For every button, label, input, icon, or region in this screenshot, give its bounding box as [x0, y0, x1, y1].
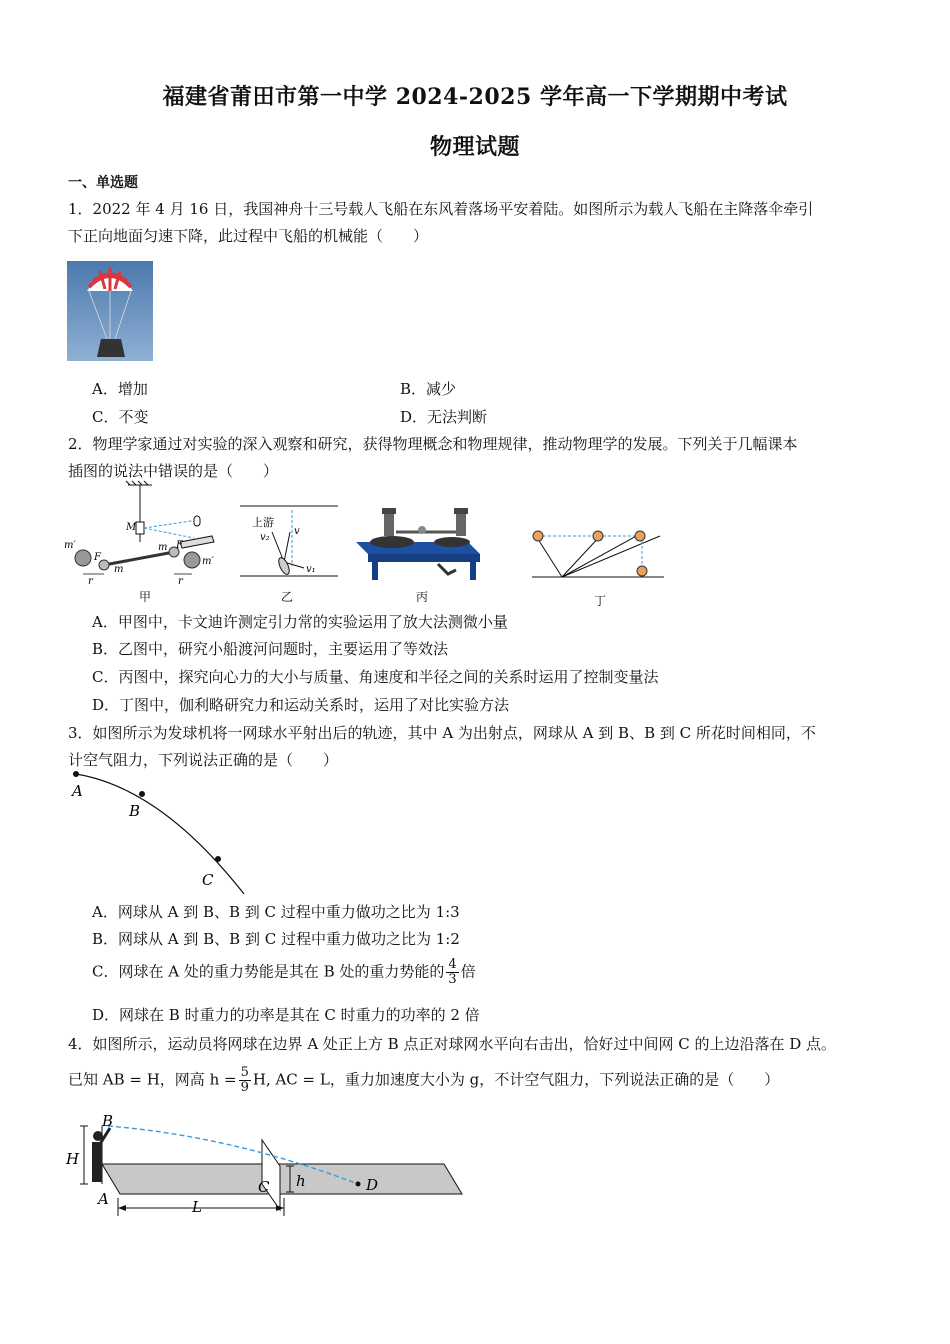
yi-label-v2: v₂ [260, 532, 270, 543]
jia-label-mprime-left: m′ [64, 540, 76, 551]
q4-label-L: L [192, 1198, 202, 1216]
q2-figure-bing [352, 504, 484, 582]
q1-option-a: A．增加 [92, 380, 148, 398]
q2-text [68, 431, 888, 485]
q3-option-c [92, 958, 476, 987]
q3-fraction-den: 3 [448, 972, 457, 987]
q3-point-A: A [72, 782, 83, 800]
q4-fraction-num: 5 [240, 1065, 249, 1080]
q4-line1: 4．如图所示，运动员将网球在边界 A 处正上方 B 点正对球网水平向右击出，恰好过中间网 C 的上边沿落在 D 点。 [68, 1035, 837, 1053]
q4-line2-pre: 已知 AB = H，网高 h = [68, 1070, 237, 1089]
q2-option-c: C．丙图中，探究向心力的大小与质量、角速度和半径之间的关系时运用了控制变量法 [92, 668, 659, 686]
q2-figure-ding [530, 524, 666, 582]
q1-option-b: B．减少 [400, 380, 457, 398]
q4-label-H: H [66, 1150, 80, 1168]
jia-label-F-left: F [94, 552, 101, 563]
q2-figure-yi [238, 502, 340, 582]
q1-text [68, 196, 888, 250]
q3-option-d: D．网球在 B 时重力的功率是其在 C 时重力的功率的 2 倍 [92, 1006, 480, 1024]
q1-line1: 1．2022 年 4 月 16 日，我国神舟十三号载人飞船在东风着落场平安着陆。如图所示为载人飞船在主降落伞牵引 [68, 200, 814, 218]
q1-line2: 下正向地面匀速下降，此过程中飞船的机械能（ ） [68, 227, 429, 245]
q4-label-h: h [296, 1172, 306, 1190]
jia-label-r-left: r [88, 576, 93, 586]
q2-caption-jia: 甲 [138, 590, 151, 604]
q2-figure-jia [62, 480, 232, 586]
q2-caption-bing: 丙 [415, 590, 428, 604]
yi-label-upstream: 上游 [252, 516, 274, 529]
q3-option-c-suffix: 倍 [460, 962, 476, 981]
q3-point-C: C [202, 871, 214, 889]
q4-fraction-den: 9 [240, 1080, 249, 1095]
q4-label-C: C [258, 1178, 270, 1196]
q2-option-d: D．丁图中，伽利略研究力和运动关系时，运用了对比实验方法 [92, 696, 510, 714]
jia-label-m-right: m [158, 542, 168, 553]
q2-caption-ding: 丁 [593, 594, 606, 608]
q3-line1: 3．如图所示为发球机将一网球水平射出后的轨迹，其中 A 为出射点，网球从 A 到 B、B 到 C 所花时间相同，不 [68, 724, 816, 742]
yi-label-v1: v₁ [306, 564, 316, 575]
q3-point-B: B [129, 802, 141, 820]
jia-label-M: M [126, 522, 137, 533]
q4-line2-post: H, AC = L，重力加速度大小为 g，不计空气阻力，下列说法正确的是（ ） [252, 1070, 780, 1089]
q2-line2: 插图的说法中错误的是（ ） [68, 462, 279, 480]
q3-trajectory-figure [66, 768, 256, 896]
q1-parachute-image [67, 261, 153, 361]
q3-fraction [446, 958, 458, 987]
jia-label-m-left: m [114, 564, 124, 575]
q1-option-c: C．不变 [92, 408, 149, 426]
q3-line2: 计空气阻力，下列说法正确的是（ ） [68, 751, 339, 769]
q3-fraction-num: 4 [448, 957, 457, 972]
q4-text [68, 1031, 888, 1095]
q2-option-b: B．乙图中，研究小船渡河问题时，主要运用了等效法 [92, 640, 449, 658]
q1-option-d: D．无法判断 [400, 408, 488, 426]
q2-option-a: A．甲图中，卡文迪许测定引力常的实验运用了放大法测微小量 [92, 613, 508, 631]
exam-title: 福建省莆田市第一中学 2024-2025 学年高一下学期期中考试 [162, 84, 788, 110]
q2-caption-yi: 乙 [280, 590, 293, 604]
q4-label-D: D [366, 1176, 379, 1194]
q3-option-b: B．网球从 A 到 B、B 到 C 过程中重力做功之比为 1:2 [92, 930, 460, 948]
jia-label-F-right: F [176, 540, 183, 551]
yi-label-v: v [294, 526, 300, 537]
exam-subtitle: 物理试题 [429, 134, 520, 160]
q3-text [68, 720, 888, 774]
q4-label-B: B [102, 1114, 114, 1130]
q4-label-A: A [98, 1190, 109, 1208]
q4-line2 [68, 1066, 888, 1095]
jia-label-r-right: r [178, 576, 183, 586]
q3-option-c-text: C．网球在 A 处的重力势能是其在 B 处的重力势能的 [92, 962, 445, 981]
q4-tennis-figure [62, 1114, 472, 1218]
q3-option-a: A．网球从 A 到 B、B 到 C 过程中重力做功之比为 1:3 [92, 903, 460, 921]
q2-line1: 2．物理学家通过对实验的深入观察和研究，获得物理概念和物理规律，推动物理学的发展。下列关于几幅课本 [68, 435, 798, 453]
q4-fraction [239, 1066, 251, 1095]
section-heading: 一、单选题 [68, 175, 138, 191]
jia-label-mprime-right: m′ [202, 556, 214, 567]
